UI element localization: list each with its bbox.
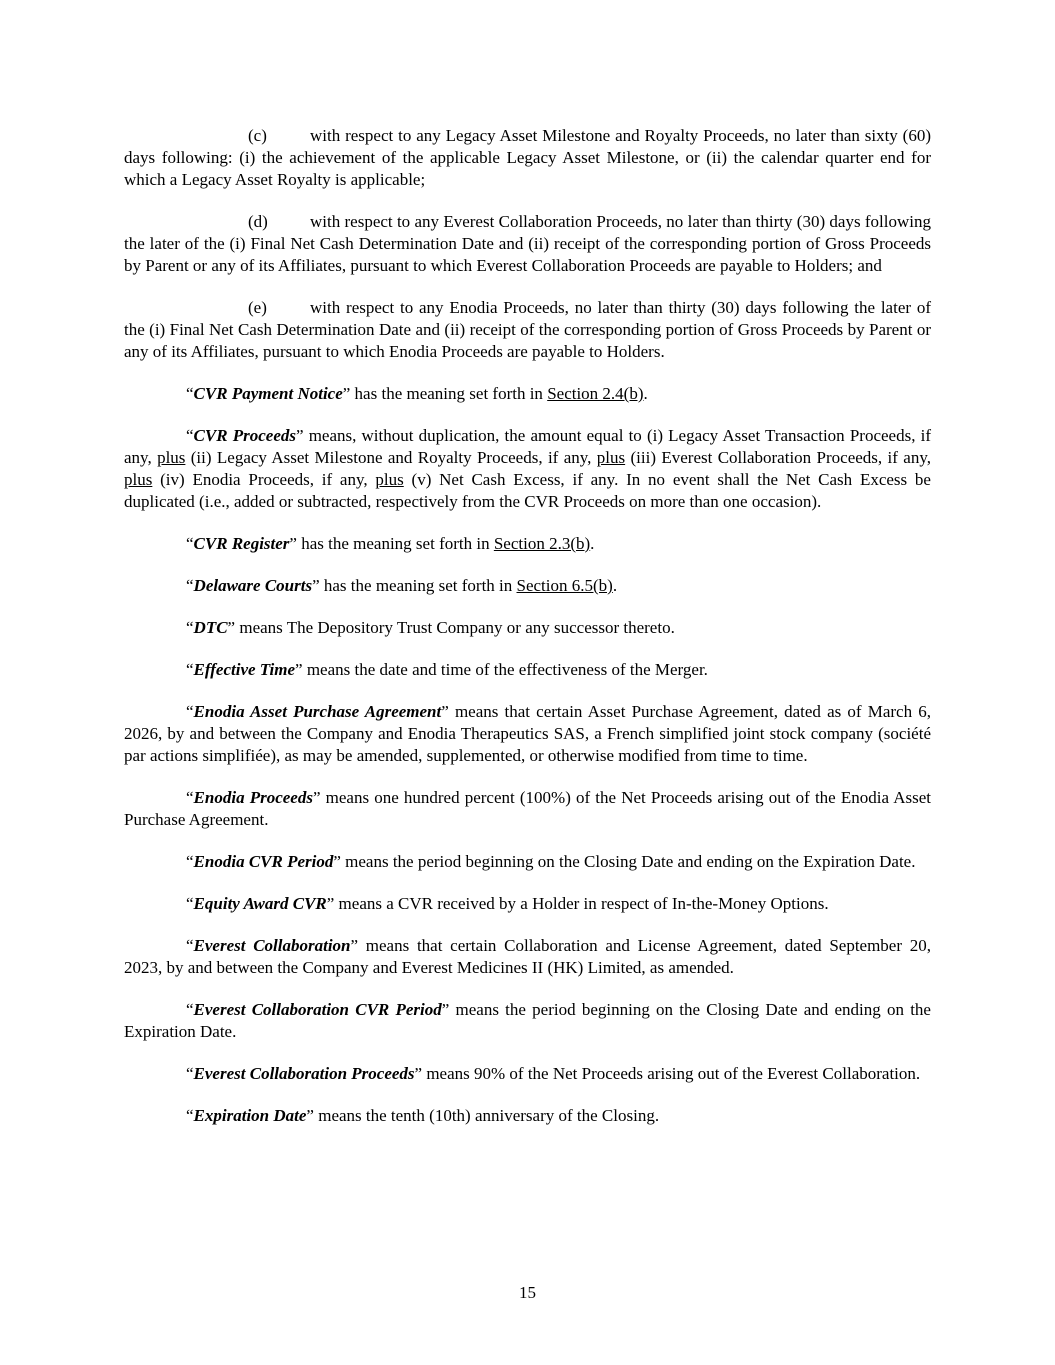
definition-text: (ii) Legacy Asset Milestone and Royalty Proceeds, if any, xyxy=(185,448,597,467)
definition-text: ” means one hundred percent (100%) of the Net Proceeds arising out of the Enodia Asset Purchase Agreement. xyxy=(124,788,931,829)
definition-text: (iv) Enodia Proceeds, if any, xyxy=(152,470,376,489)
defined-term: CVR Register xyxy=(193,534,290,553)
definition-text: ” has the meaning set forth in xyxy=(289,534,494,553)
defined-term: Delaware Courts xyxy=(193,576,313,595)
definition-cvr-register: “CVR Register” has the meaning set forth in Section 2.3(b). xyxy=(186,534,595,553)
definition-text: . xyxy=(590,534,595,553)
definition-text: ” means the period beginning on the Closing Date and ending on the Expiration Date. xyxy=(124,1000,931,1041)
definition-enodia-cvr-period: “Enodia CVR Period” means the period beginning on the Closing Date and ending on the Expiration Date. xyxy=(186,852,916,871)
defined-term: DTC xyxy=(193,618,228,637)
defined-term: Enodia CVR Period xyxy=(193,852,334,871)
defined-term: Effective Time xyxy=(193,660,296,679)
definition-text: ” means that certain Collaboration and License Agreement, dated September 20, 2023, by and between the Company and Everest Medicines II (HK) Limited, as amended. xyxy=(124,936,931,977)
definition-text: ” has the meaning set forth in xyxy=(312,576,517,595)
definition-text: ” means 90% of the Net Proceeds arising out of the Everest Collaboration. xyxy=(414,1064,921,1083)
clause-e xyxy=(124,297,931,363)
definition-delaware-courts: “Delaware Courts” has the meaning set forth in Section 6.5(b). xyxy=(186,576,618,595)
defined-term: Expiration Date xyxy=(193,1106,307,1125)
section-reference: Section 2.4(b) xyxy=(547,384,644,403)
definition-text: ” means The Depository Trust Company or any successor thereto. xyxy=(227,618,675,637)
plus-underlined: plus xyxy=(157,448,186,467)
defined-term: Enodia Asset Purchase Agreement xyxy=(193,702,442,721)
definition-text: . xyxy=(612,576,618,595)
definition-text: ” means that certain Asset Purchase Agreement, dated as of March 6, 2026, by and between the Company and Enodia Therapeutics SAS, a French simplified joint stock company (société par actions simplifiée), as may be amended, supplemented, or otherwise modified from time to time. xyxy=(124,702,931,765)
plus-underlined: plus xyxy=(596,448,626,467)
defined-term: Enodia Proceeds xyxy=(193,788,313,807)
definition-everest-collaboration: “Everest Collaboration” means that certain Collaboration and License Agreement, dated September 20, 2023, by and between the Company and Everest Medicines II (HK) Limited, as amended. xyxy=(124,936,931,977)
definition-enodia-proceeds: “Enodia Proceeds” means one hundred percent (100%) of the Net Proceeds arising out of the Enodia Asset Purchase Agreement. xyxy=(124,788,931,829)
page-number: 15 xyxy=(519,1283,536,1302)
definition-equity-award-cvr: “Equity Award CVR” means a CVR received by a Holder in respect of In-the-Money Options. xyxy=(186,894,829,913)
definition-expiration-date: “Expiration Date” means the tenth (10th) anniversary of the Closing. xyxy=(186,1106,660,1125)
plus-underlined: plus xyxy=(375,470,404,489)
definition-everest-collaboration-proceeds: “Everest Collaboration Proceeds” means 90% of the Net Proceeds arising out of the Everest Collaboration. xyxy=(186,1064,921,1083)
definition-text: (iii) Everest Collaboration Proceeds, if any, xyxy=(625,448,931,467)
plus-underlined: plus xyxy=(124,470,153,489)
definition-text: ” means the period beginning on the Closing Date and ending on the Expiration Date. xyxy=(333,852,916,871)
defined-term: Equity Award CVR xyxy=(193,894,327,913)
defined-term: Everest Collaboration xyxy=(193,936,351,955)
definition-effective-time: “Effective Time” means the date and time of the effectiveness of the Merger. xyxy=(186,660,708,679)
definition-text: ” means, without duplication, the amount equal to (i) Legacy Asset Transaction Proceeds, if any, xyxy=(124,426,931,467)
defined-term: Everest Collaboration CVR Period xyxy=(193,1000,442,1019)
definition-dtc: “DTC” means The Depository Trust Company or any successor thereto. xyxy=(186,618,675,637)
section-reference: Section 6.5(b) xyxy=(516,576,613,595)
defined-term: CVR Payment Notice xyxy=(193,384,343,403)
clause-text: with respect to any Legacy Asset Milestone and Royalty Proceeds, no later than sixty (60) days following: (i) the achievement of the applicable Legacy Asset Milestone, or (ii) the calendar quarter end for which a Legacy Asset Royalty is applicable; xyxy=(124,126,931,189)
clause-text: with respect to any Everest Collaboration Proceeds, no later than thirty (30) days following the later of the (i) Final Net Cash Determination Date and (ii) receipt of the corresponding portion of Gross Proceeds by Parent or any of its Affiliates, pursuant to which Everest Collaboration Proceeds are payable to Holders; and xyxy=(124,212,931,275)
definition-text: ” means the tenth (10th) anniversary of the Closing. xyxy=(306,1106,660,1125)
definition-text: ” means a CVR received by a Holder in respect of In-the-Money Options. xyxy=(326,894,829,913)
definition-cvr-payment-notice: “CVR Payment Notice” has the meaning set forth in Section 2.4(b). xyxy=(186,384,648,403)
definition-cvr-proceeds: “CVR Proceeds” means, without duplication, the amount equal to (i) Legacy Asset Transaction Proceeds, if any, plus (ii) Legacy Asset Milestone and Royalty Proceeds, if any, plus (iii) Everest Collaboration Proceeds, if any, plus (iv) Enodia Proceeds, if any, plus (v) Net Cash Excess, if any. In no event shall the Net Cash Excess be duplicated (i.e., added or subtracted, respectively from the CVR Proceeds on more than one occasion). xyxy=(124,426,931,511)
clause-text: with respect to any Enodia Proceeds, no later than thirty (30) days following the later of the (i) Final Net Cash Determination Date and (ii) receipt of the corresponding portion of Gross Proceeds by Parent or any of its Affiliates, pursuant to which Enodia Proceeds are payable to Holders. xyxy=(124,298,931,361)
definition-text: . xyxy=(643,384,648,403)
definition-text: ” means the date and time of the effectiveness of the Merger. xyxy=(295,660,708,679)
clause-d xyxy=(124,211,931,277)
definition-enodia-asset-purchase-agreement: “Enodia Asset Purchase Agreement” means that certain Asset Purchase Agreement, dated as of March 6, 2026, by and between the Company and Enodia Therapeutics SAS, a French simplified joint stock company (société par actions simplifiée), as may be amended, supplemented, or otherwise modified from time to time. xyxy=(124,702,931,765)
clause-label: (c) xyxy=(248,126,267,145)
definition-everest-collaboration-cvr-period: “Everest Collaboration CVR Period” means the period beginning on the Closing Date and ending on the Expiration Date. xyxy=(124,1000,931,1041)
page-body xyxy=(124,125,931,1147)
definition-text: (v) Net Cash Excess, if any. In no event shall the Net Cash Excess be duplicated (i.e., added or subtracted, respectively from the CVR Proceeds on more than one occasion). xyxy=(124,470,931,511)
clause-label: (d) xyxy=(248,212,268,231)
clause-label: (e) xyxy=(248,298,267,317)
clause-c xyxy=(124,125,931,191)
definition-text: ” has the meaning set forth in xyxy=(342,384,548,403)
defined-term: Everest Collaboration Proceeds xyxy=(193,1064,415,1083)
section-reference: Section 2.3(b) xyxy=(493,534,591,553)
defined-term: CVR Proceeds xyxy=(193,426,296,445)
